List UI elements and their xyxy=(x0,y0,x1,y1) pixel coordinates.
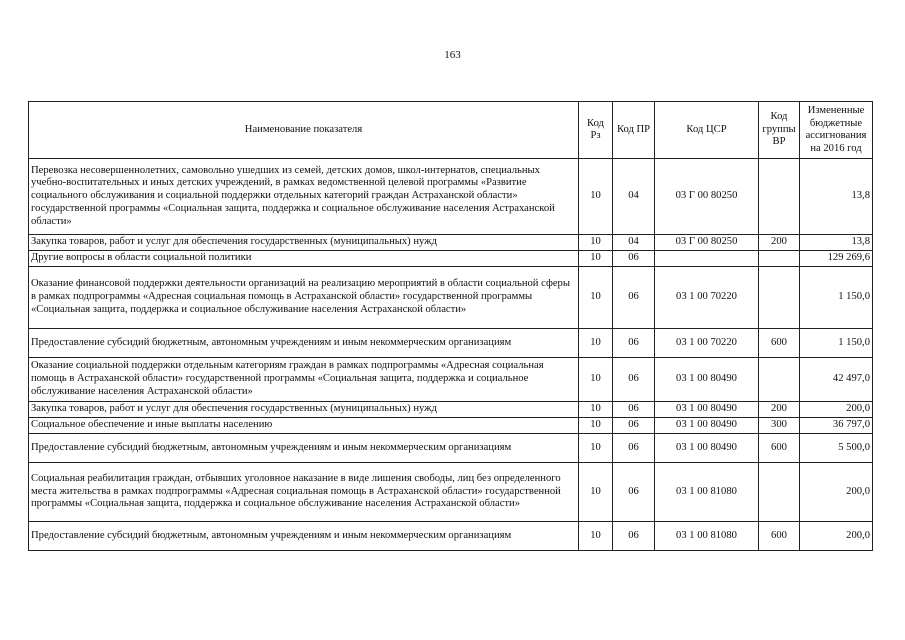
cell-name: Закупка товаров, работ и услуг для обеспечения государственных (муниципальных) нужд xyxy=(29,235,579,251)
cell-csr: 03 1 00 80490 xyxy=(655,434,759,463)
cell-pr: 04 xyxy=(613,235,655,251)
cell-csr: 03 Г 00 80250 xyxy=(655,235,759,251)
table-row xyxy=(29,418,873,434)
header-csr: Код ЦСР xyxy=(655,102,759,159)
cell-csr: 03 1 00 80490 xyxy=(655,358,759,402)
cell-vr: 300 xyxy=(759,418,800,434)
cell-rz: 10 xyxy=(579,251,613,267)
cell-csr xyxy=(655,251,759,267)
cell-name: Оказание социальной поддержки отдельным категориям граждан в рамках подпрограммы «Адресная социальная помощь в Астраханской области» государственной программы «Социальная защита, поддержка и социальное обслуживание населения Астраханской области» xyxy=(29,358,579,402)
table-row xyxy=(29,402,873,418)
cell-csr: 03 1 00 70220 xyxy=(655,329,759,358)
cell-rz: 10 xyxy=(579,267,613,329)
cell-vr: 200 xyxy=(759,235,800,251)
cell-pr: 04 xyxy=(613,159,655,235)
cell-vr: 600 xyxy=(759,329,800,358)
cell-csr: 03 1 00 81080 xyxy=(655,522,759,551)
cell-pr: 06 xyxy=(613,434,655,463)
cell-pr: 06 xyxy=(613,358,655,402)
cell-sum: 1 150,0 xyxy=(800,329,873,358)
cell-sum: 13,8 xyxy=(800,159,873,235)
cell-sum: 200,0 xyxy=(800,522,873,551)
cell-csr: 03 1 00 70220 xyxy=(655,267,759,329)
table-row xyxy=(29,463,873,522)
cell-vr xyxy=(759,159,800,235)
header-pr: Код ПР xyxy=(613,102,655,159)
cell-sum: 200,0 xyxy=(800,463,873,522)
page-number: 163 xyxy=(444,49,461,61)
cell-name: Предоставление субсидий бюджетным, автономным учреждениям и иным некоммерческим организациям xyxy=(29,522,579,551)
header-name: Наименование показателя xyxy=(29,102,579,159)
cell-rz: 10 xyxy=(579,159,613,235)
cell-rz: 10 xyxy=(579,235,613,251)
header-vr: Код группы ВР xyxy=(759,102,800,159)
cell-pr: 06 xyxy=(613,418,655,434)
cell-csr: 03 1 00 80490 xyxy=(655,402,759,418)
cell-sum: 129 269,6 xyxy=(800,251,873,267)
cell-rz: 10 xyxy=(579,463,613,522)
cell-name: Закупка товаров, работ и услуг для обеспечения государственных (муниципальных) нужд xyxy=(29,402,579,418)
cell-rz: 10 xyxy=(579,402,613,418)
cell-name: Предоставление субсидий бюджетным, автономным учреждениям и иным некоммерческим организациям xyxy=(29,329,579,358)
cell-pr: 06 xyxy=(613,402,655,418)
cell-vr xyxy=(759,267,800,329)
cell-name: Другие вопросы в области социальной политики xyxy=(29,251,579,267)
cell-name: Социальная реабилитация граждан, отбывших уголовное наказание в виде лишения свободы, лиц без определенного места жительства в рамках подпрограммы «Адресная социальная помощь в Астраханской области» государственной программы «Социальная защита, поддержка и социальное обслуживание населения Астраханской области» xyxy=(29,463,579,522)
cell-rz: 10 xyxy=(579,329,613,358)
budget-table xyxy=(28,101,873,551)
cell-pr: 06 xyxy=(613,463,655,522)
cell-vr: 200 xyxy=(759,402,800,418)
cell-pr: 06 xyxy=(613,267,655,329)
cell-rz: 10 xyxy=(579,434,613,463)
table-row xyxy=(29,434,873,463)
cell-vr xyxy=(759,358,800,402)
cell-vr: 600 xyxy=(759,434,800,463)
cell-sum: 200,0 xyxy=(800,402,873,418)
cell-vr: 600 xyxy=(759,522,800,551)
table-row xyxy=(29,251,873,267)
table-row xyxy=(29,267,873,329)
cell-sum: 13,8 xyxy=(800,235,873,251)
table-row xyxy=(29,522,873,551)
cell-rz: 10 xyxy=(579,522,613,551)
header-rz: Код Рз xyxy=(579,102,613,159)
cell-name: Предоставление субсидий бюджетным, автономным учреждениям и иным некоммерческим организациям xyxy=(29,434,579,463)
cell-sum: 5 500,0 xyxy=(800,434,873,463)
table-row xyxy=(29,159,873,235)
cell-csr: 03 Г 00 80250 xyxy=(655,159,759,235)
cell-name: Социальное обеспечение и иные выплаты населению xyxy=(29,418,579,434)
cell-pr: 06 xyxy=(613,329,655,358)
table-header-row xyxy=(29,102,873,159)
cell-rz: 10 xyxy=(579,358,613,402)
cell-sum: 42 497,0 xyxy=(800,358,873,402)
cell-pr: 06 xyxy=(613,251,655,267)
cell-csr: 03 1 00 80490 xyxy=(655,418,759,434)
cell-vr xyxy=(759,251,800,267)
table-row xyxy=(29,358,873,402)
cell-name: Оказание финансовой поддержки деятельности организаций на реализацию мероприятий в области социальной сферы в рамках подпрограммы «Адресная социальная помощь в Астраханской области» государственной программы «Социальная защита, поддержка и социальное обслуживание населения Астраханской области» xyxy=(29,267,579,329)
cell-pr: 06 xyxy=(613,522,655,551)
cell-rz: 10 xyxy=(579,418,613,434)
cell-name: Перевозка несовершеннолетних, самовольно ушедших из семей, детских домов, школ-интернатов, специальных учебно-воспитательных и иных детских учреждений, в рамках ведомственной целевой программы «Развитие социального обслуживания и социальной поддержки отдельных категорий граждан Астраханской области» государственной программы «Социальная защита, поддержка и социальное обслуживание населения Астраханской области» xyxy=(29,159,579,235)
cell-sum: 1 150,0 xyxy=(800,267,873,329)
cell-vr xyxy=(759,463,800,522)
cell-sum: 36 797,0 xyxy=(800,418,873,434)
table-row xyxy=(29,329,873,358)
table-row xyxy=(29,235,873,251)
cell-csr: 03 1 00 81080 xyxy=(655,463,759,522)
header-sum: Измененные бюджетные ассигнования на 2016 год xyxy=(800,102,873,159)
